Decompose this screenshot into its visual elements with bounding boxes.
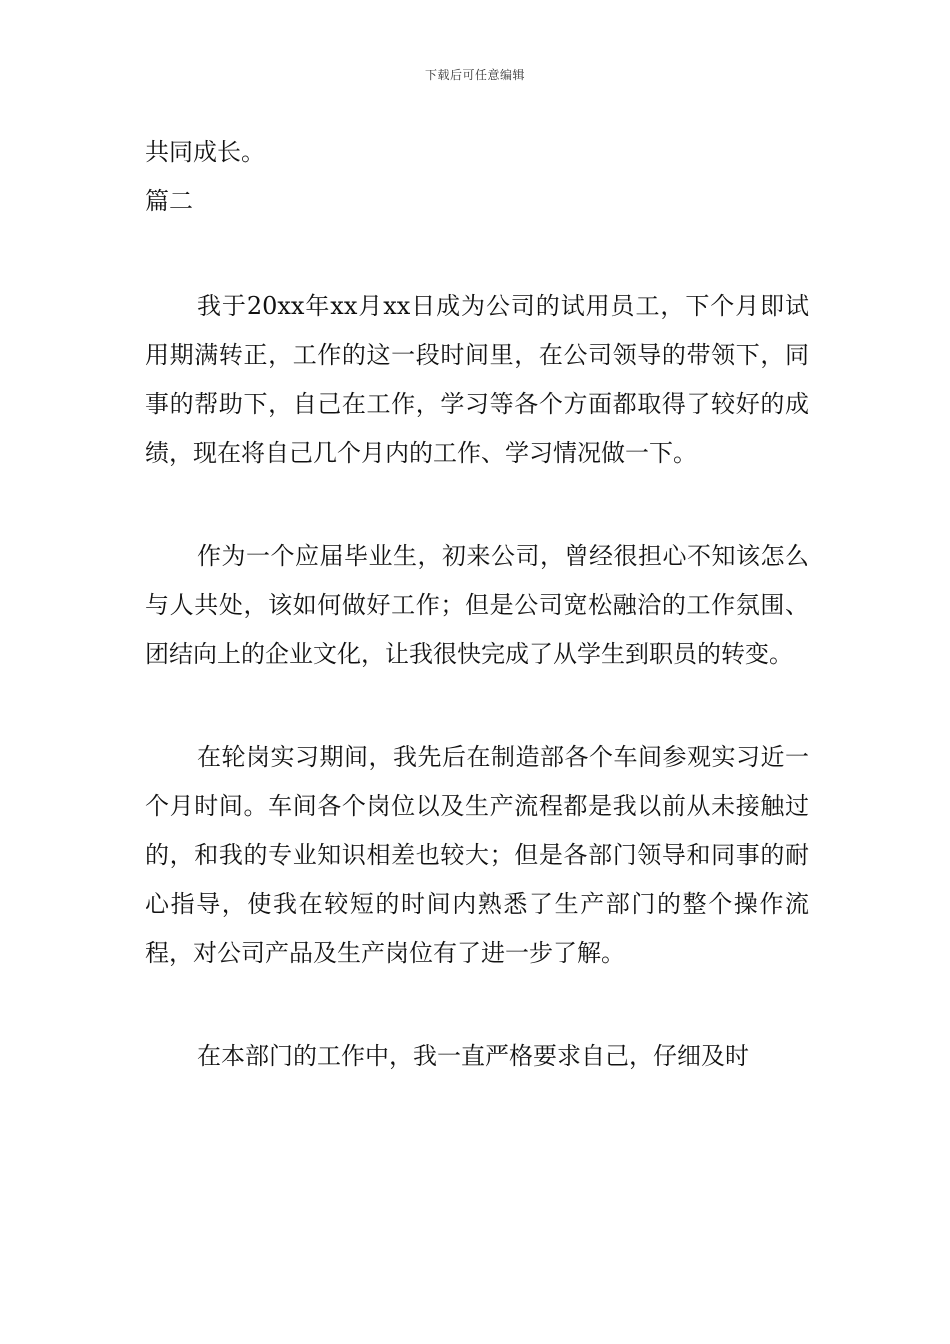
spacer xyxy=(145,679,809,733)
spacer xyxy=(145,978,809,1032)
spacer xyxy=(145,478,809,532)
spacer xyxy=(145,226,809,282)
document-body xyxy=(145,128,809,1081)
paragraph-2: 作为一个应届毕业生，初来公司，曾经很担心不知该怎么与人共处，该如何做好工作；但是公司宽松融洽的工作氛围、团结向上的企业文化，让我很快完成了从学生到职员的转变。 xyxy=(145,542,809,668)
section-title: 篇二 xyxy=(145,187,193,215)
paragraph-1: 我于20xx年xx月xx日成为公司的试用员工，下个月即试用期满转正，工作的这一段时间里，在公司领导的带领下，同事的帮助下，自己在工作，学习等各个方面都取得了较好的成绩，现在将自己几个月内的工作、学习情况做一下。 xyxy=(145,292,809,467)
continued-line: 共同成长。 xyxy=(145,138,265,166)
page-header: 下载后可任意编辑 xyxy=(424,68,525,82)
paragraph-4: 在本部门的工作中，我一直严格要求自己，仔细及时 xyxy=(197,1042,749,1070)
paragraph-3: 在轮岗实习期间，我先后在制造部各个车间参观实习近一个月时间。车间各个岗位以及生产流程都是我以前从未接触过的，和我的专业知识相差也较大；但是各部门领导和同事的耐心指导，使我在较短的时间内熟悉了生产部门的整个操作流程，对公司产品及生产岗位有了进一步了解。 xyxy=(145,743,809,967)
